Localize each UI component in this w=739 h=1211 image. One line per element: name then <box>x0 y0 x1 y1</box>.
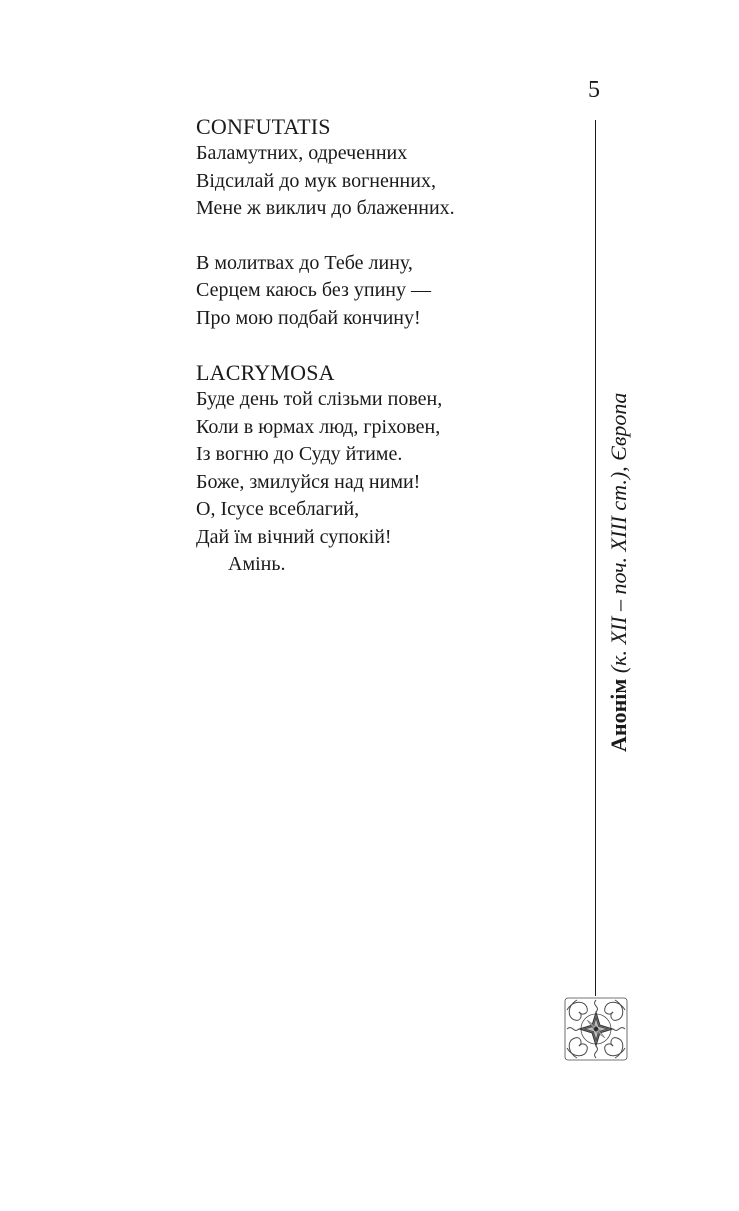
verse-line: В молитвах до Тебе лину, <box>196 251 413 274</box>
verse-line: О, Ісусе всеблагий, <box>196 498 360 520</box>
running-head <box>606 393 632 752</box>
verse-line: Мене ж виклич до блаженних. <box>196 197 455 219</box>
verse-line: Баламутних, одреченних <box>196 142 408 164</box>
poem <box>196 113 576 579</box>
verse-line: Про мою подбай кончину! <box>196 306 421 329</box>
page-number: 5 <box>588 77 600 103</box>
verse-line: Із вогню до Суду йтиме. <box>196 443 403 465</box>
verse-line: Боже, змилуйся над ними! <box>196 470 421 493</box>
closing-amen: Амінь. <box>228 553 286 575</box>
section-title-lacrymosa: LACRYMOSA <box>196 360 335 385</box>
verse-line: Дай їм вічний супокій! <box>196 525 392 548</box>
vertical-rule <box>595 120 596 996</box>
running-head-details: (к. XII – поч. XIII ст.), Європа <box>606 392 631 679</box>
verse-line: Відсилай до мук вогненних, <box>196 169 436 192</box>
section-title-confutatis: CONFUTATIS <box>196 114 331 139</box>
floral-star-ornament-icon <box>563 996 629 1062</box>
stanza-gap <box>196 223 576 250</box>
verse-line: Серцем каюсь без упину — <box>196 279 431 301</box>
verse-line: Коли в юрмах люд, гріховен, <box>196 415 441 438</box>
stanza-gap <box>196 332 576 359</box>
running-head-author: Анонім <box>606 678 631 752</box>
verse-line: Буде день той слізьми повен, <box>196 388 443 410</box>
